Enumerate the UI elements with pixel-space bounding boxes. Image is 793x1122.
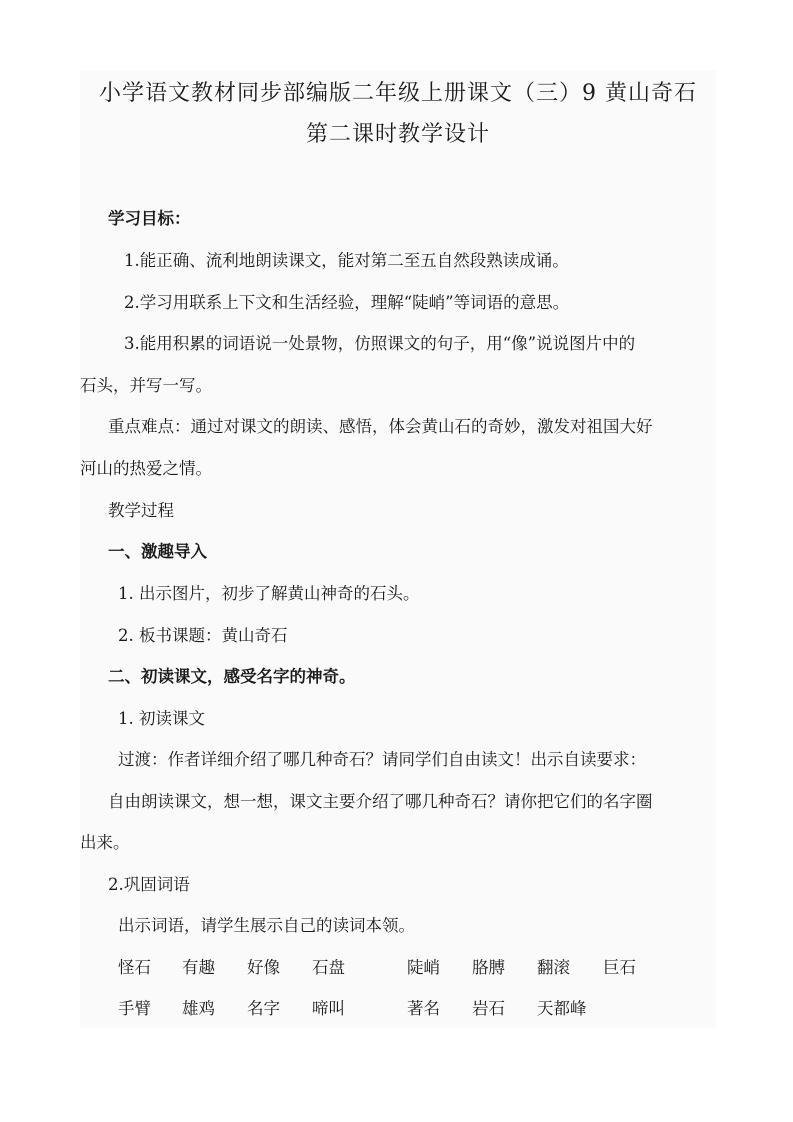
vocab-word: 陡峭 [407,958,440,977]
document-title-line-1: 小学语文教材同步部编版二年级上册课文（三）9 黄山奇石 [99,81,697,106]
vocab-word: 胳膊 [472,958,505,977]
section-2-item-1: 1. 初读课文 [118,709,205,728]
vocab-word: 天都峰 [537,999,587,1018]
objective-2: 2.学习用联系上下文和生活经验，理解“陡峭”等词语的意思。 [124,293,570,312]
vocab-word: 怪石 [118,958,151,977]
vocab-word: 石盘 [312,958,345,977]
section-1-item-2: 2. 板书课题：黄山奇石 [118,626,288,645]
vocab-word: 名字 [247,999,280,1018]
process-heading: 教学过程 [108,501,174,520]
vocab-word: 手臂 [118,999,151,1018]
vocab-word: 岩石 [472,999,505,1018]
objective-3-line-1: 3.能用积累的词语说一处景物，仿照课文的句子，用“像”说说图片中的 [124,334,636,353]
vocab-word: 雄鸡 [182,999,215,1018]
vocab-word: 著名 [407,999,440,1018]
key-points-line-1: 重点难点：通过对课文的朗读、感悟，体会黄山石的奇妙，激发对祖国大好 [108,417,653,436]
transition-line-1: 过渡：作者详细介绍了哪几种奇石？请同学们自由读文！出示自读要求： [118,750,646,769]
objectives-heading: 学习目标： [108,209,191,228]
vocab-word: 巨石 [603,958,636,977]
transition-line-3: 出来。 [80,833,130,852]
key-points-line-2: 河山的热爱之情。 [80,459,212,478]
section-2-heading: 二、初读课文，感受名字的神奇。 [108,667,356,686]
vocab-instruction: 出示词语，请学生展示自己的读词本领。 [118,916,415,935]
transition-line-2: 自由朗读课文，想一想，课文主要介绍了哪几种奇石？请你把它们的名字圈 [108,792,653,811]
vocab-word: 有趣 [182,958,215,977]
objective-1: 1.能正确、流利地朗读课文，能对第二至五自然段熟读成诵。 [124,251,569,270]
vocab-word: 好像 [247,958,280,977]
objective-3-line-2: 石头，并写一写。 [80,376,212,395]
section-1-heading: 一、激趣导入 [108,542,207,561]
vocab-word: 翻滚 [537,958,570,977]
vocab-word: 啼叫 [312,999,345,1018]
document-title-line-2: 第二课时教学设计 [305,122,490,147]
section-2-item-2: 2.巩固词语 [108,875,190,894]
section-1-item-1: 1. 出示图片，初步了解黄山神奇的石头。 [118,584,420,603]
